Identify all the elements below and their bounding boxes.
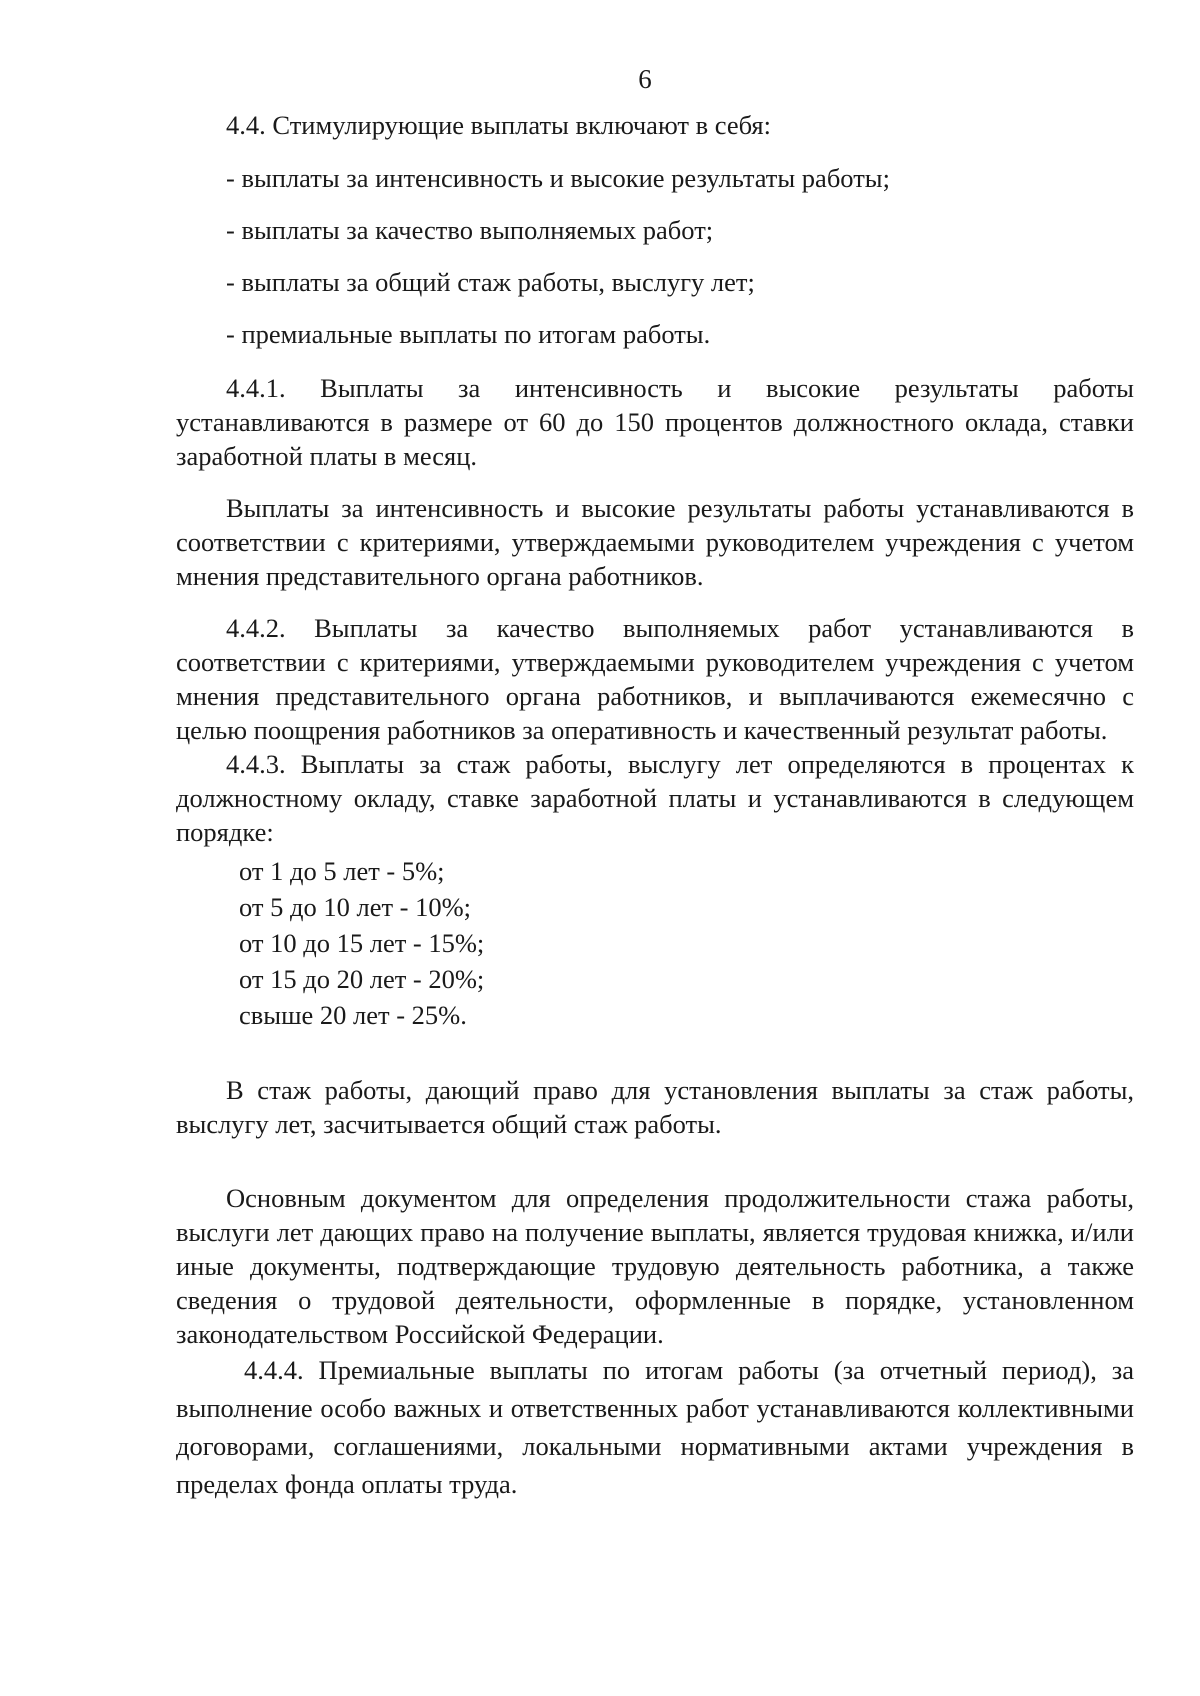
list-item: - выплаты за интенсивность и высокие результаты работы; bbox=[226, 163, 890, 193]
document-body bbox=[176, 108, 1134, 1503]
paragraph-4-4-4: 4.4.4. Премиальные выплаты по итогам работы (за отчетный период), за выполнение особо важных и ответственных работ устанавливаются коллективными договорами, соглашениями, локальными нормативными актами учреждения в пределах фонда оплаты труда. bbox=[176, 1355, 1134, 1499]
paragraph-main-document: Основным документом для определения продолжительности стажа работы, выслуги лет дающих право на получение выплаты, является трудовая книжка, и/или иные документы, подтверждающие трудовую деятельность работника, а также сведения о трудовой деятельности, оформленные в порядке, установленном законодательством Российской Федерации. bbox=[176, 1183, 1134, 1349]
list-item: - премиальные выплаты по итогам работы. bbox=[226, 319, 711, 349]
list-item: - выплаты за качество выполняемых работ; bbox=[226, 215, 714, 245]
seniority-item: от 10 до 15 лет - 15%; bbox=[239, 928, 485, 958]
paragraph-4-4-2: 4.4.2. Выплаты за качество выполняемых работ устанавливаются в соответствии с критериями, утверждаемыми руководителем учреждения с учетом мнения представительного органа работников, и выплачиваются ежемесячно с целью поощрения работников за оперативность и качественный результат работы. bbox=[176, 613, 1134, 745]
list-item: - выплаты за общий стаж работы, выслугу лет; bbox=[226, 267, 755, 297]
seniority-item: от 1 до 5 лет - 5%; bbox=[239, 856, 445, 886]
paragraph-4-4-1: 4.4.1. Выплаты за интенсивность и высокие результаты работы устанавливаются в размере от 60 до 150 процентов должностного оклада, ставки заработной платы в месяц. bbox=[176, 373, 1134, 471]
seniority-item: свыше 20 лет - 25%. bbox=[239, 1000, 467, 1030]
paragraph-4-4-1-criteria: Выплаты за интенсивность и высокие результаты работы устанавливаются в соответствии с критериями, утверждаемыми руководителем учреждения с учетом мнения представительного органа работников. bbox=[176, 493, 1134, 591]
paragraph-seniority-rule: В стаж работы, дающий право для установления выплаты за стаж работы, выслугу лет, засчитывается общий стаж работы. bbox=[176, 1075, 1134, 1139]
page-number: 6 bbox=[638, 64, 652, 94]
paragraph-4-4-3: 4.4.3. Выплаты за стаж работы, выслугу лет определяются в процентах к должностному окладу, ставке заработной платы и устанавливаются в следующем порядке: bbox=[176, 749, 1134, 847]
seniority-item: от 5 до 10 лет - 10%; bbox=[239, 892, 472, 922]
seniority-item: от 15 до 20 лет - 20%; bbox=[239, 964, 485, 994]
intro-paragraph: 4.4. Стимулирующие выплаты включают в себя: bbox=[226, 110, 771, 140]
